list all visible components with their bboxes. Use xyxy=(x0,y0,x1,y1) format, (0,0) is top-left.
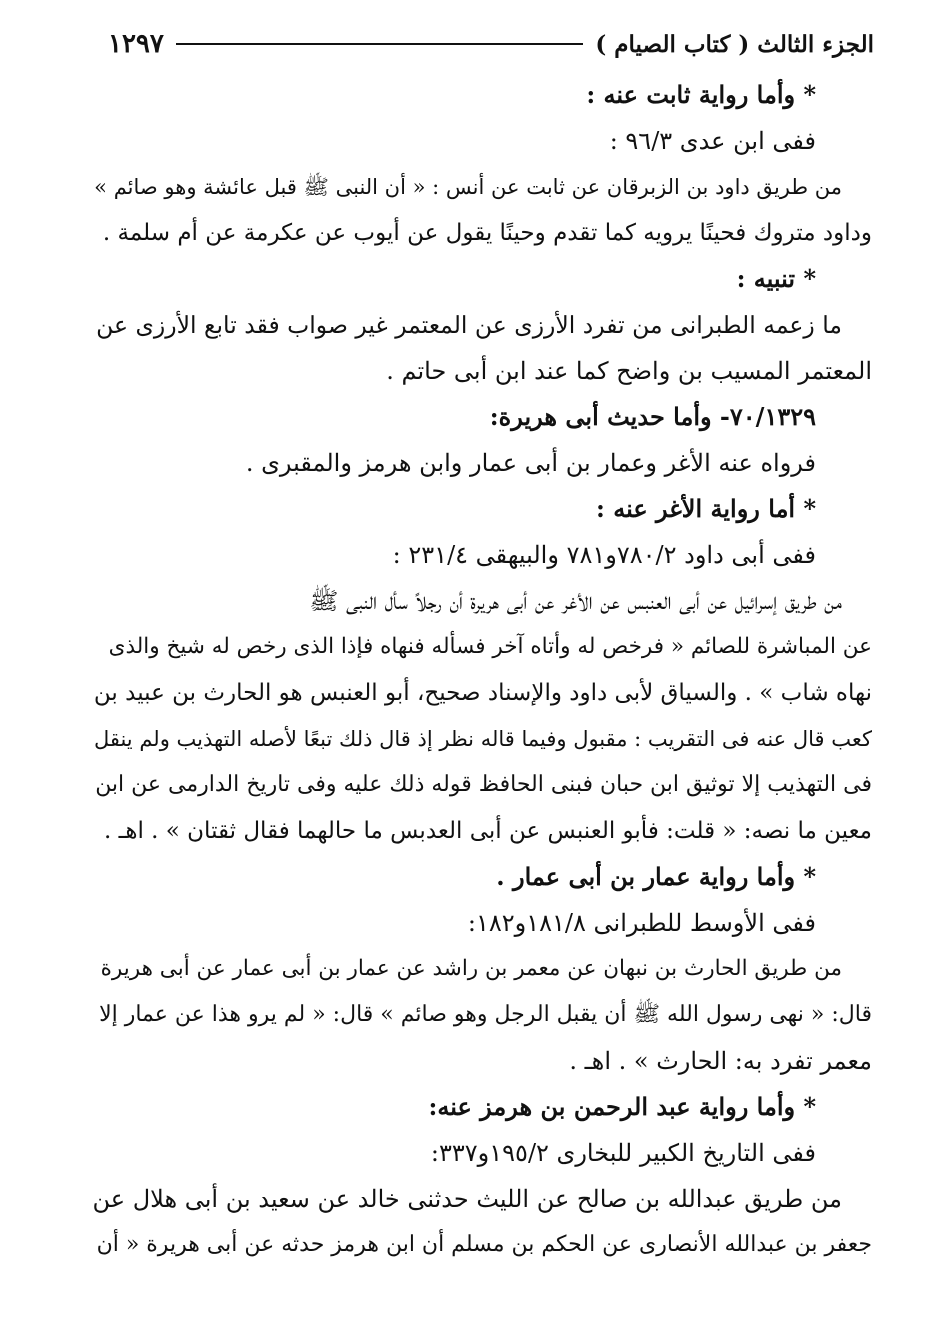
text-line: ما زعمه الطبرانى من تفرد الأرزى عن المعتمر غير صواب فقد تابع الأرزى عن xyxy=(96,311,842,339)
text-line: كعب قال عنه فى التقريب : مقبول وفيما قاله نظر إذ قال ذلك تبعًا لأصله التهذيب ولم ينقل xyxy=(93,727,872,751)
text-line: * تنبيه : xyxy=(736,264,816,293)
running-title: الجزء الثالث ( كتاب الصيام ) xyxy=(595,30,874,58)
text-line: قال: « نهى رسول الله ﷺ أن يقبل الرجل وهو صائم » قال: « لم يرو هذا عن عمار إلا xyxy=(99,1002,872,1027)
text-line: من طريق الحارث بن نبهان عن معمر بن راشد عن عمار بن أبى عمار عن أبى هريرة xyxy=(100,956,842,981)
text-line: من طريق إسرائيل عن أبى العنبس عن الأغر عن أبى هريرة أن رجلاً سأل النبى ﷺ xyxy=(309,587,842,615)
text-line: عن المباشرة للصائم « فرخص له وأتاه آخر فسأله فنهاه فإذا الذى رخص له شيخ والذى xyxy=(108,634,872,659)
text-line: * أما رواية الأغر عنه : xyxy=(596,494,816,523)
text-line: نهاه شاب » . والسياق لأبى داود والإسناد صحيح، أبو العنبس هو الحارث بن عبيد بن xyxy=(93,680,872,706)
text-line: وداود متروك فحينًا يرويه كما تقدم وحينًا يقول عن أيوب عن عكرمة عن أم سلمة . xyxy=(102,220,872,246)
text-line: ٧٠/١٣٢٩- وأما حديث أبى هريرة: xyxy=(489,402,816,431)
page-header xyxy=(108,22,874,66)
text-line: معمر تفرد به: الحارث » . اهـ . xyxy=(569,1047,872,1075)
text-line: ففى أبى داود ٧٨٠/٢و٧٨١ والبيهقى ٢٣١/٤ : xyxy=(392,541,816,569)
page-number: ١٢٩٧ xyxy=(108,29,164,59)
text-line: ففى التاريخ الكبير للبخارى ١٩٥/٢و٣٣٧: xyxy=(430,1139,816,1167)
text-line: معين ما نصه: « قلت: فأبو العنبس عن أبى العدبس ما حالهما فقال ثقتان » . اهـ . xyxy=(103,818,872,844)
text-line: من طريق عبدالله بن صالح عن الليث حدثنى خالد عن سعيد بن أبى هلال عن xyxy=(92,1185,842,1213)
text-line: * وأما رواية عبد الرحمن بن هرمز عنه: xyxy=(428,1092,816,1121)
text-line: ففى ابن عدى ٩٦/٣ : xyxy=(609,127,816,155)
text-line: جعفر بن عبدالله الأنصارى عن الحكم بن مسلم أن ابن هرمز حدثه عن أبى هريرة « أن xyxy=(96,1232,872,1257)
header-rule xyxy=(176,43,584,45)
text-line: المعتمر المسيب بن واضح كما عند ابن أبى حاتم . xyxy=(386,357,872,385)
page-body xyxy=(92,72,872,1268)
text-line: * وأما رواية عمار بن أبى عمار . xyxy=(496,862,816,891)
text-line: فى التهذيب إلا توثيق ابن حبان فبنى الحافظ قوله ذلك عليه وفى تاريخ الدارمى عن ابن xyxy=(95,772,872,797)
text-line: * وأما رواية ثابت عنه : xyxy=(586,80,816,109)
text-line: فرواه عنه الأغر وعمار بن أبى عمار وابن هرمز والمقبرى . xyxy=(245,449,816,477)
text-line: من طريق داود بن الزبرقان عن ثابت عن أنس : « أن النبى ﷺ قبل عائشة وهو صائم » xyxy=(94,175,842,199)
text-line: ففى الأوسط للطبرانى ١٨١/٨و١٨٢: xyxy=(467,909,816,937)
